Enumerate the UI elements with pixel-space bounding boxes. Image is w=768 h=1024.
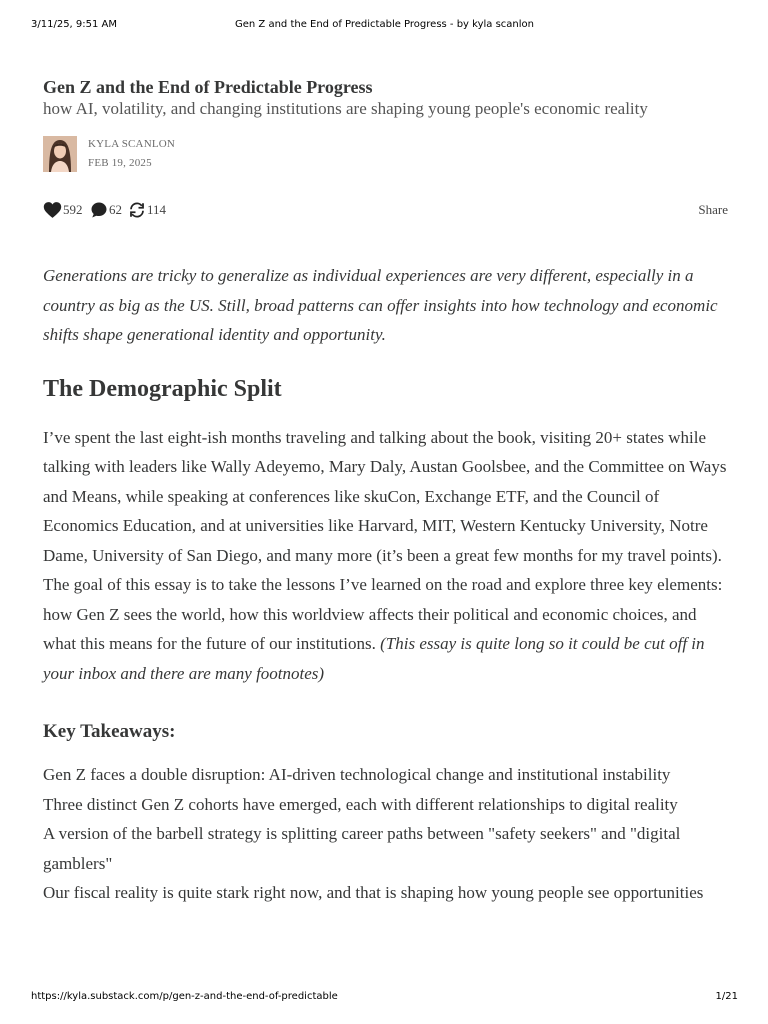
- comment-button[interactable]: [90, 201, 122, 219]
- section-heading: The Demographic Split: [43, 375, 282, 402]
- article-title[interactable]: Gen Z and the End of Predictable Progress: [43, 77, 373, 97]
- restack-count: 114: [147, 202, 167, 217]
- takeaway-item: A version of the barbell strategy is splitting career paths between "safety seekers" and "digital gamblers": [43, 824, 681, 873]
- post-actions: [43, 201, 733, 221]
- comment-icon: [90, 201, 108, 219]
- takeaways-list: [43, 760, 733, 908]
- takeaway-item: Our fiscal reality is quite stark right now, and that is shaping how young people see opportunities: [43, 883, 704, 902]
- comment-count: 62: [109, 202, 122, 217]
- author-name[interactable]: KYLA SCANLON: [88, 138, 176, 150]
- essay-note: (This essay is quite long so it could be cut off in your inbox and there are many footnotes): [43, 634, 705, 683]
- print-header: [31, 19, 738, 33]
- heart-icon: [43, 201, 62, 219]
- body-paragraph: [43, 570, 733, 688]
- byline: [43, 136, 733, 174]
- takeaways-heading: Key Takeaways:: [43, 721, 176, 742]
- takeaway-item: Three distinct Gen Z cohorts have emerged, each with different relationships to digital reality: [43, 794, 678, 814]
- like-button[interactable]: [43, 201, 83, 219]
- print-timestamp: 3/11/25, 9:51 AM: [31, 19, 118, 30]
- article: [43, 76, 733, 908]
- author-avatar[interactable]: [43, 136, 77, 172]
- like-count: 592: [63, 202, 83, 217]
- article-subtitle: how AI, volatility, and changing institutions are shaping young people's economic reality: [43, 99, 648, 118]
- share-button[interactable]: Share: [698, 202, 728, 217]
- page-indicator: 1/21: [715, 991, 738, 1002]
- publish-date: FEB 19, 2025: [88, 157, 152, 169]
- restack-button[interactable]: [128, 201, 166, 219]
- page-url[interactable]: https://kyla.substack.com/p/gen-z-and-the-end-of-predictable: [31, 991, 338, 1002]
- lede-paragraph: Generations are tricky to generalize as individual experiences are very different, especially in a country as big as the US. Still, broad patterns can offer insights into how technology and economic shifts shape generational identity and opportunity.: [43, 266, 718, 344]
- print-footer: [31, 991, 738, 1005]
- print-page-title: Gen Z and the End of Predictable Progress - by kyla scanlon: [235, 19, 534, 30]
- body-paragraph: I’ve spent the last eight-ish months traveling and talking about the book, visiting 20+ states while talking with leaders like Wally Adeyemo, Mary Daly, Austan Goolsbee, and the Committee on Ways and Means, while speaking at conferences like skuCon, Exchange ETF, and the Council of Economics Education, and at universities like Harvard, MIT, Western Kentucky University, Notre Dame, University of San Diego, and many more (it’s been a great few months for my travel points).: [43, 427, 727, 565]
- takeaway-item: Gen Z faces a double disruption: AI-driven technological change and institutional instability: [43, 765, 671, 784]
- restack-icon: [128, 201, 146, 219]
- body-text: The goal of this essay is to take the lessons I’ve learned on the road and explore three key elements: how Gen Z sees the world, how this worldview affects their political and economic choices, and what this means for the future of our institutions.: [43, 575, 723, 653]
